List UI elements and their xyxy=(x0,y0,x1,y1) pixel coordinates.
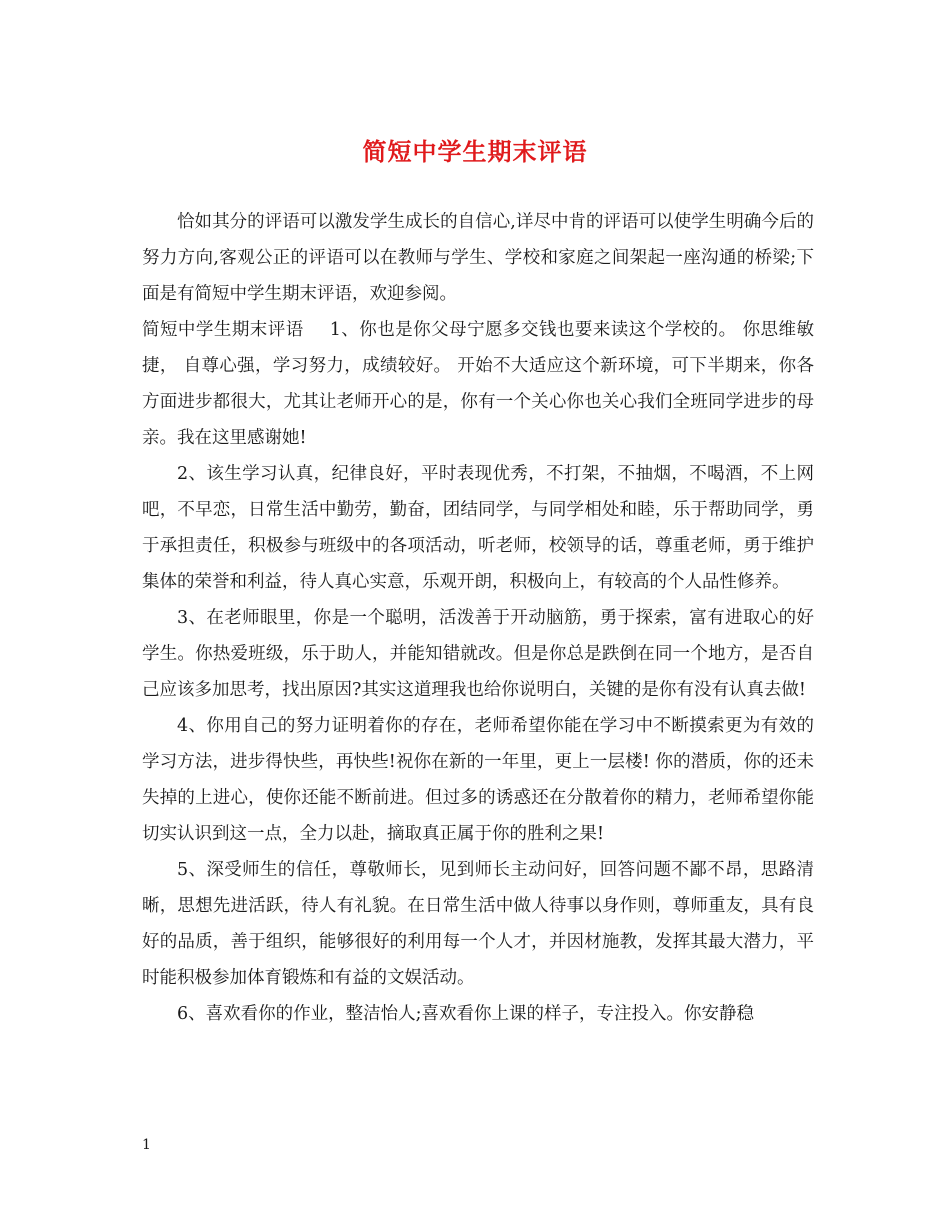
intro-paragraph: 恰如其分的评语可以激发学生成长的自信心,详尽中肯的评语可以使学生明确今后的努力方向,客观公正的评语可以在教师与学生、学校和家庭之间架起一座沟通的桥梁;下面是有简短中学生期末评语，欢迎参阅。 xyxy=(142,212,814,304)
item-1-text: 1、你也是你父母宁愿多交钱也要来读这个学校的。 你思维敏捷， 自尊心强，学习努力，成绩较好。 开始不大适应这个新环境，可下半期来，你各方面进步都很大，尤其让老师开心的是，你有一个关心你也关心我们全班同学进步的母亲。我在这里感谢她! xyxy=(142,320,814,448)
document-body xyxy=(142,204,814,1032)
item-1-paragraph xyxy=(142,312,814,456)
document-title: 简短中学生期末评语 xyxy=(362,137,588,166)
page-number: 1 xyxy=(142,1137,151,1153)
item-3-paragraph: 3、在老师眼里，你是一个聪明，活泼善于开动脑筋，勇于探索，富有进取心的好学生。你热爱班级，乐于助人，并能知错就改。但是你总是跌倒在同一个地方，是否自己应该多加思考，找出原因?其实这道理我也给你说明白，关键的是你有没有认真去做! xyxy=(142,608,814,700)
item-2-paragraph: 2、该生学习认真，纪律良好，平时表现优秀，不打架，不抽烟，不喝酒，不上网吧，不早恋，日常生活中勤劳，勤奋，团结同学，与同学相处和睦，乐于帮助同学，勇于承担责任，积极参与班级中的各项活动，听老师，校领导的话，尊重老师，勇于维护集体的荣誉和利益，待人真心实意，乐观开朗，积极向上，有较高的个人品性修养。 xyxy=(142,464,814,592)
item-6-paragraph: 6、喜欢看你的作业，整洁怡人;喜欢看你上课的样子，专注投入。你安静稳 xyxy=(177,1004,755,1024)
item-5-paragraph: 5、深受师生的信任，尊敬师长，见到师长主动问好，回答问题不鄙不昂，思路清晰，思想先进活跃，待人有礼貌。在日常生活中做人待事以身作则，尊师重友，具有良好的品质，善于组织，能够很好的利用每一个人才，并因材施教，发挥其最大潜力，平时能积极参加体育锻炼和有益的文娱活动。 xyxy=(142,860,814,988)
item-4-paragraph: 4、你用自己的努力证明着你的存在，老师希望你能在学习中不断摸索更为有效的学习方法，进步得快些，再快些!祝你在新的一年里，更上一层楼! 你的潜质，你的还未失掉的上进心，使你还能不断前进。但过多的诱惑还在分散着你的精力，老师希望你能切实认识到这一点，全力以赴，摘取真正属于你的胜利之果! xyxy=(142,716,814,844)
section-label: 简短中学生期末评语 xyxy=(142,320,304,340)
